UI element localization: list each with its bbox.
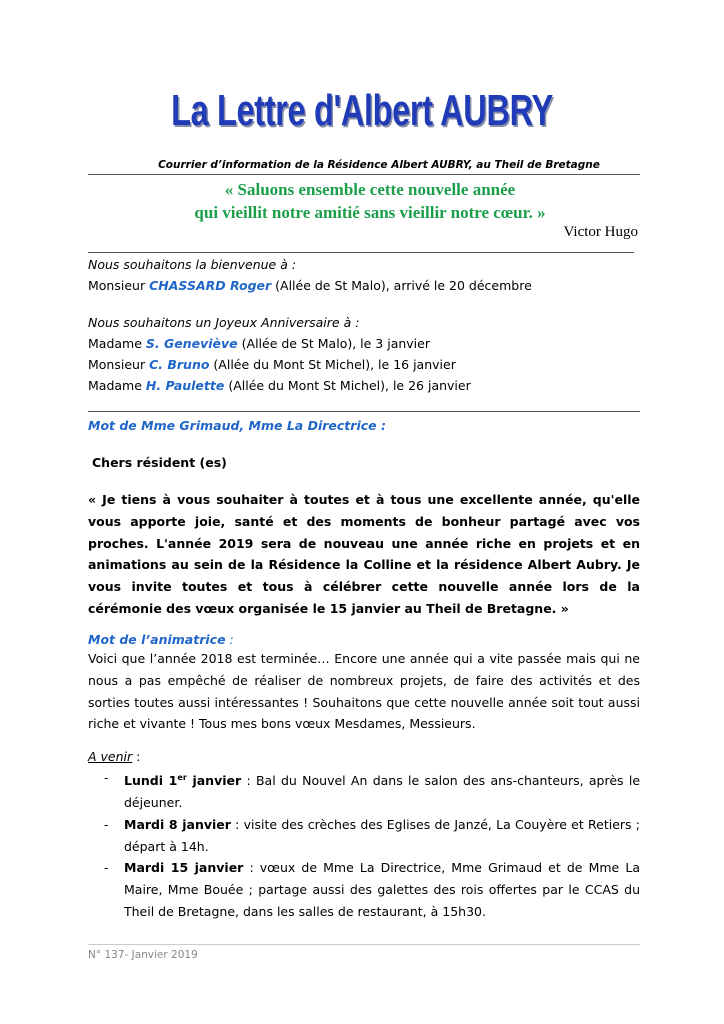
birthday-entry-title: Monsieur <box>88 357 146 372</box>
animatrice-heading-colon: : <box>225 632 234 647</box>
footer-rule <box>88 944 640 945</box>
birthday-entry-detail: (Allée du Mont St Michel), le 26 janvier <box>228 378 471 393</box>
birthday-entry <box>88 354 640 376</box>
event-date: Mardi 8 janvier <box>124 816 231 832</box>
birthday-entry-title: Madame <box>88 378 142 393</box>
quote-author: Victor Hugo <box>563 224 638 240</box>
quote-rule <box>88 252 634 253</box>
director-greeting: Chers résident (es) <box>92 455 227 470</box>
event-date <box>124 773 241 788</box>
director-message: « Je tiens à vous souhaiter à toutes et à tous une excellente année, qu'elle vous apporte joie, santé et des moments de bonheur partagé avec vos proches. L'année 2019 sera de nouveau une année riche en projets et en animations au sein de la Résidence la Colline et la résidence Albert Aubry. Je vous invite toutes et tous à célébrer cette nouvelle année lors de la cérémonie des vœux organisée le 15 janvier au Theil de Bretagne. » <box>88 492 640 616</box>
birthday-entry-title: Madame <box>88 336 142 351</box>
event-date-ordinal: er <box>177 773 187 782</box>
footer-issue: N° 137- Janvier 2019 <box>88 949 198 961</box>
opening-quote <box>100 178 640 224</box>
upcoming-heading <box>88 746 640 768</box>
animatrice-message: Voici que l’année 2018 est terminée… Encore une année qui a vite passée mais qui ne nous a pas empêché de réaliser de nombreux projets, de faire des activités et des sorties toutes aussi intéressantes ! Souhaitons que cette nouvelle année soit tout aussi riche et vivante ! Tous mes bons vœux Mesdames, Messieurs. <box>88 651 640 732</box>
upcoming-heading-label: A venir <box>88 749 133 764</box>
event-description: : Bal du Nouvel An dans le salon des ans-chanteurs, après le déjeuner. <box>124 773 641 810</box>
welcome-entry <box>88 275 640 297</box>
event-date-month: janvier <box>186 773 242 789</box>
welcome-heading: Nous souhaitons la bienvenue à : <box>88 257 297 272</box>
list-dash: - <box>104 860 109 876</box>
masthead-title: La Lettre d'Albert AUBRY <box>171 86 553 135</box>
birthday-entry-name: C. Bruno <box>149 357 210 372</box>
subtitle-rule <box>88 174 640 175</box>
list-item <box>88 814 640 858</box>
birthday-entry-name: S. Geneviève <box>145 336 238 351</box>
event-date: Mardi 15 janvier <box>124 860 244 876</box>
birthday-entry-name: H. Paulette <box>145 378 225 393</box>
birthday-entry <box>88 333 640 355</box>
welcome-entry-detail: (Allée de St Malo), arrivé le 20 décembre <box>275 278 532 293</box>
birthday-entry <box>88 375 640 397</box>
director-heading: Mot de Mme Grimaud, Mme La Directrice : <box>88 418 386 433</box>
upcoming-events-list <box>88 767 640 923</box>
birthday-entry-detail: (Allée de St Malo), le 3 janvier <box>241 336 430 351</box>
event-description: : vœux de Mme La Directrice, Mme Grimaud et de Mme La Maire, Mme Bouée ; partage aussi des galettes des rois offertes par le CCAS du Theil de Bretagne, dans les salles de restaurant, à 15h30. <box>124 860 640 919</box>
list-item <box>88 857 640 922</box>
upcoming-heading-colon: : <box>132 749 141 764</box>
list-dash: - <box>104 816 109 832</box>
animatrice-heading-label: Mot de l’animatrice <box>88 632 226 647</box>
section-rule <box>88 411 640 412</box>
event-date-main: Lundi 1 <box>124 773 178 789</box>
list-dash: - <box>104 770 109 785</box>
list-item <box>88 767 640 814</box>
birthday-heading: Nous souhaitons un Joyeux Anniversaire à : <box>88 315 360 330</box>
quote-line-1: « Saluons ensemble cette nouvelle année <box>224 180 516 199</box>
masthead-subtitle: Courrier d’information de la Résidence Albert AUBRY, au Theil de Bretagne <box>158 159 600 171</box>
welcome-entry-name: CHASSARD Roger <box>149 278 272 293</box>
event-description: : visite des crèches des Eglises de Janzé, La Couyère et Retiers ; départ à 14h. <box>124 816 640 854</box>
quote-line-2: qui vieillit notre amitié sans vieillir notre cœur. » <box>194 203 546 222</box>
welcome-entry-title: Monsieur <box>88 278 146 293</box>
birthday-entry-detail: (Allée du Mont St Michel), le 16 janvier <box>213 357 456 372</box>
